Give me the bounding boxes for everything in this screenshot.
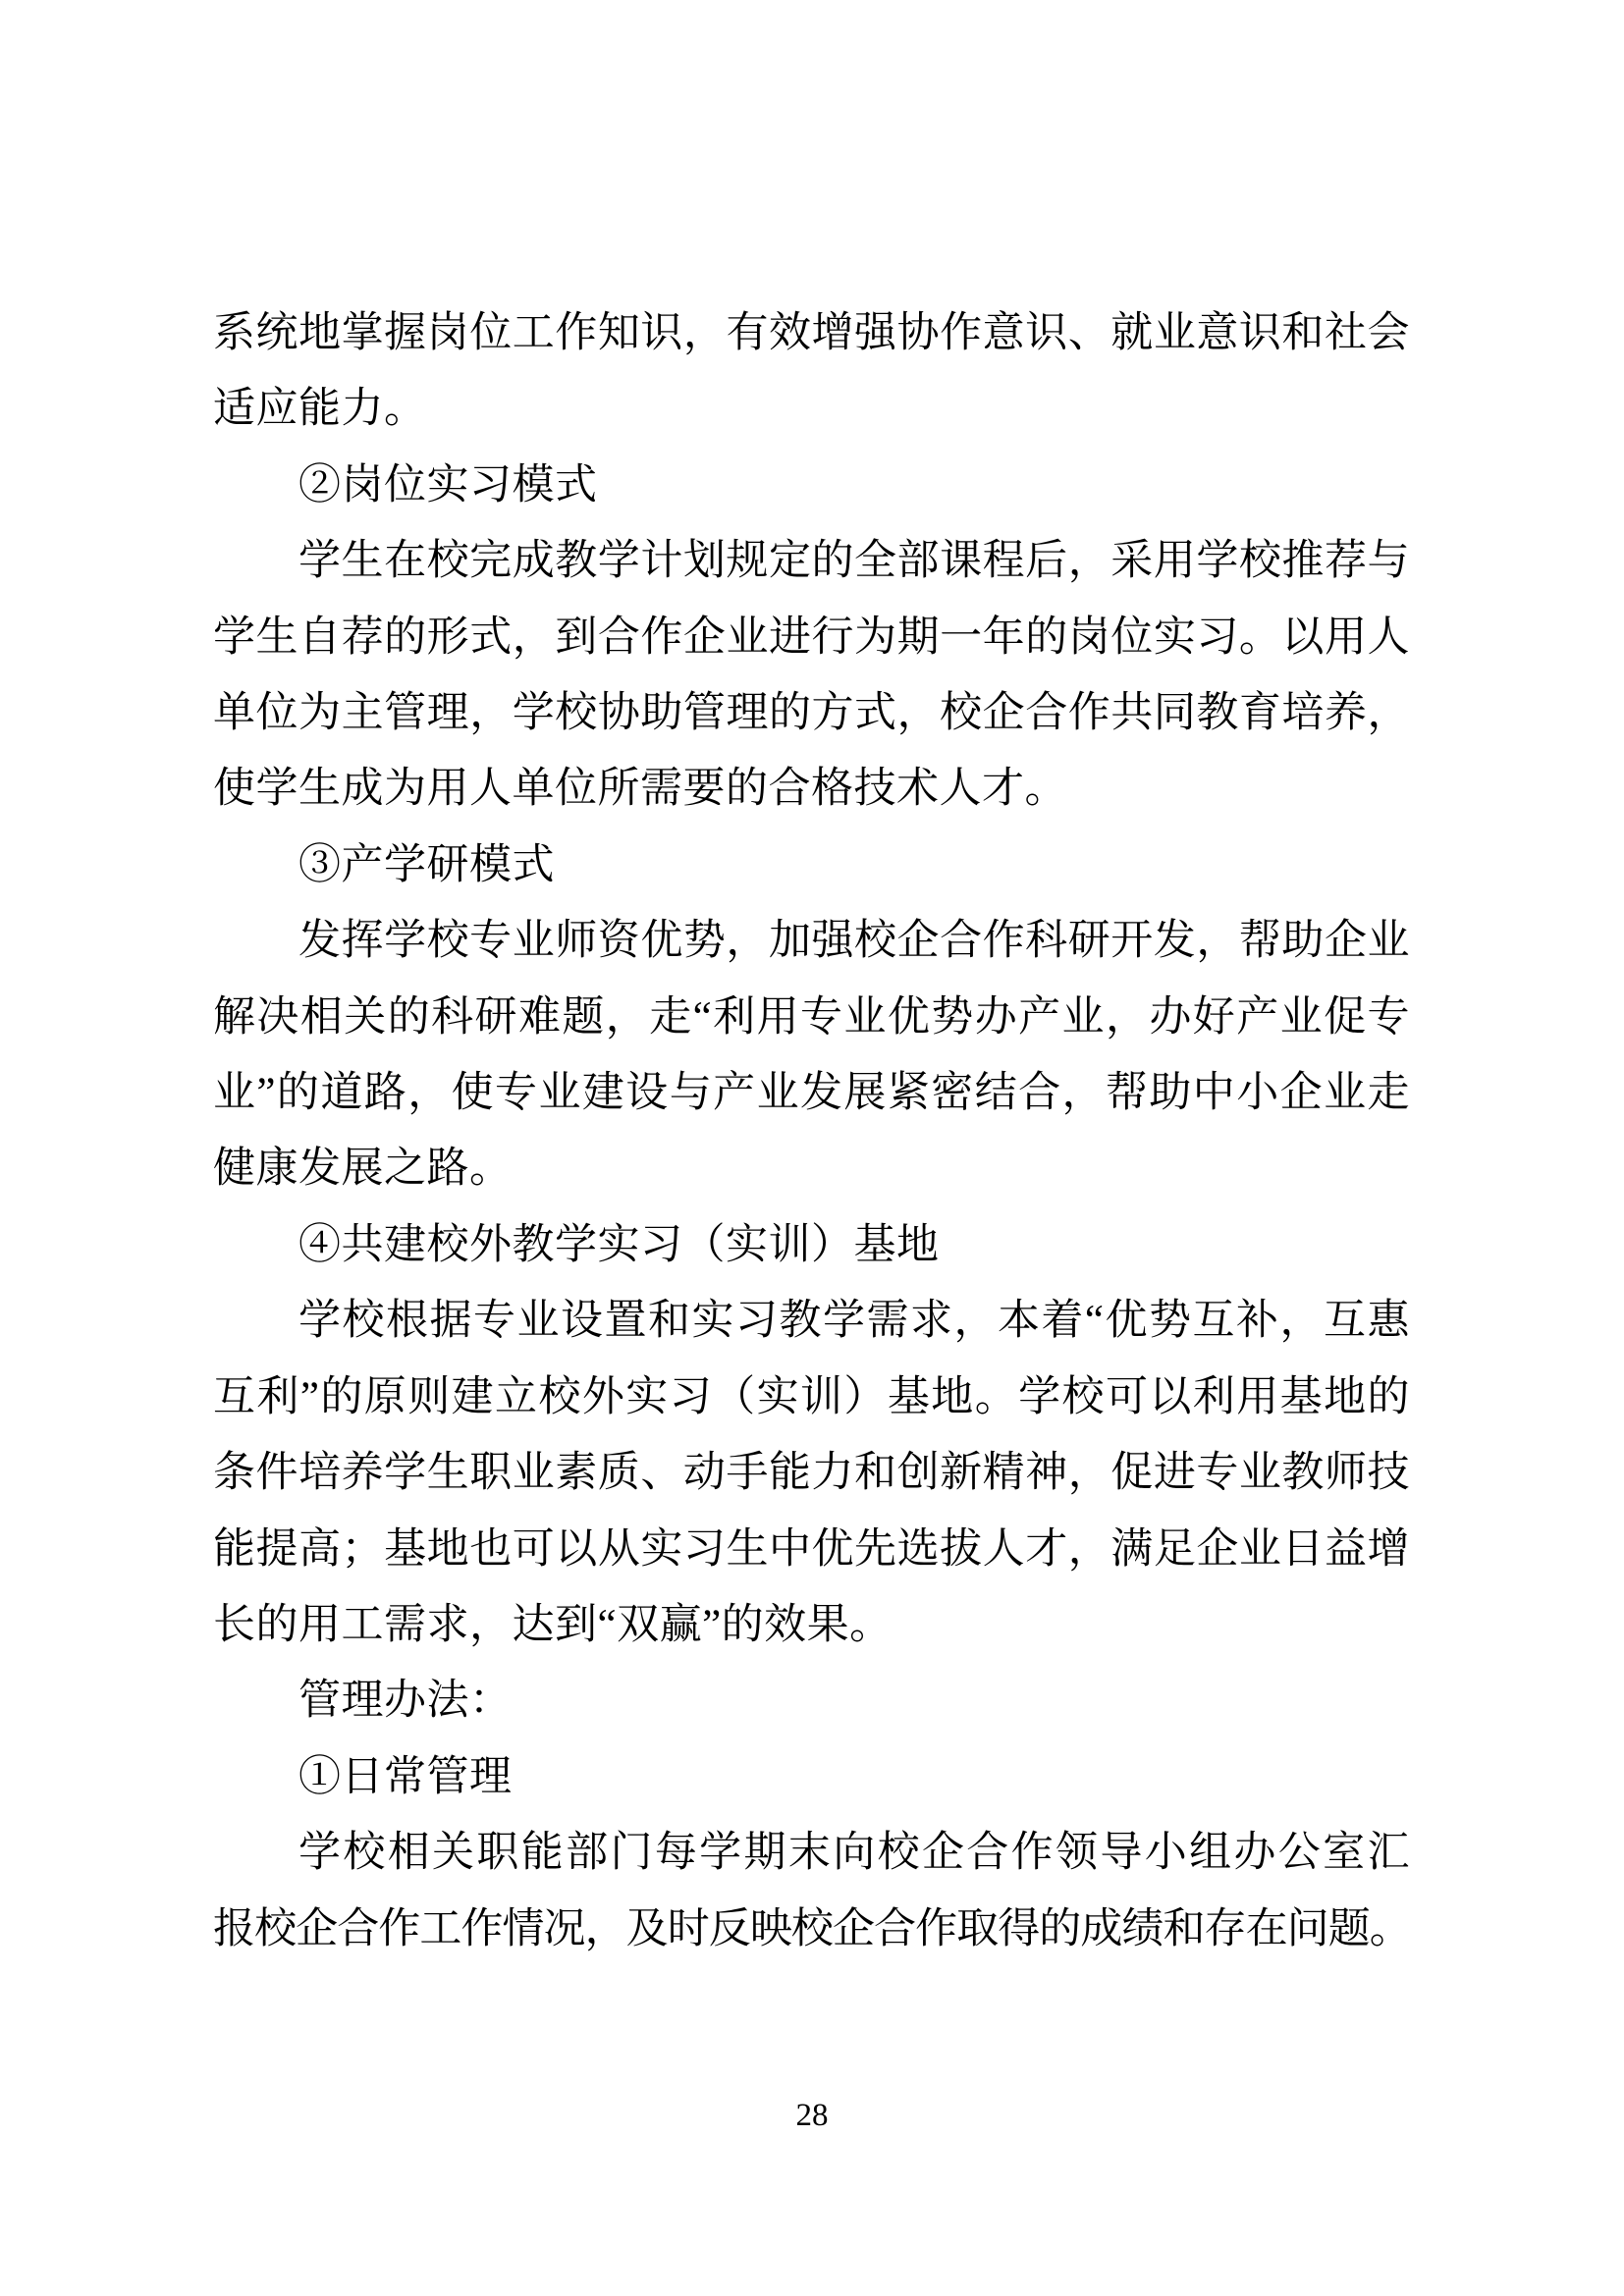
text-line: 长的用工需求，达到“双赢”的效果。 — [213, 1601, 893, 1648]
text-line: 学校相关职能部门每学期末向校企合作领导小组办公室汇 — [298, 1830, 1410, 1877]
text-line: 学生在校完成教学计划规定的全部课程后，采用学校推荐与 — [298, 538, 1410, 585]
text-line: 健康发展之路。 — [213, 1146, 513, 1193]
text-line: 业”的道路，使专业建设与产业发展紧密结合，帮助中小企业走 — [213, 1070, 1410, 1117]
text-line: 能提高；基地也可以从实习生中优先选拔人才，满足企业日益增 — [213, 1525, 1410, 1573]
heading-daily-management: ①日常管理 — [298, 1753, 513, 1800]
text-line: 报校企合作工作情况，及时反映校企合作取得的成绩和存在问题。 — [213, 1905, 1410, 1952]
text-line: 学校根据专业设置和实习教学需求，本着“优势互补，互惠 — [298, 1298, 1410, 1345]
text-line: 解决相关的科研难题，走“利用专业优势办产业，办好产业促专 — [213, 993, 1410, 1041]
heading-industry-study-research-mode: ③产学研模式 — [298, 841, 555, 888]
text-line: 学生自荐的形式，到合作企业进行为期一年的岗位实习。以用人 — [213, 614, 1410, 661]
heading-internship-mode: ②岗位实习模式 — [298, 461, 598, 508]
text-line: 互利”的原则建立校外实习（实训）基地。学校可以利用基地的 — [213, 1373, 1410, 1420]
heading-offcampus-training-base: ④共建校外教学实习（实训）基地 — [298, 1221, 940, 1268]
text-line: 系统地掌握岗位工作知识，有效增强协作意识、就业意识和社会 — [213, 310, 1410, 356]
text-line: 单位为主管理，学校协助管理的方式，校企合作共同教育培养， — [213, 690, 1410, 737]
text-line: 发挥学校专业师资优势，加强校企合作科研开发，帮助企业 — [298, 918, 1410, 965]
text-line: 适应能力。 — [213, 386, 427, 433]
text-line: 条件培养学生职业素质、动手能力和创新精神，促进专业教师技 — [213, 1450, 1410, 1497]
page-number: 28 — [795, 2098, 829, 2133]
heading-management-measures: 管理办法： — [298, 1678, 513, 1725]
text-line: 使学生成为用人单位所需要的合格技术人才。 — [213, 766, 1067, 813]
body-text — [213, 295, 1410, 1967]
